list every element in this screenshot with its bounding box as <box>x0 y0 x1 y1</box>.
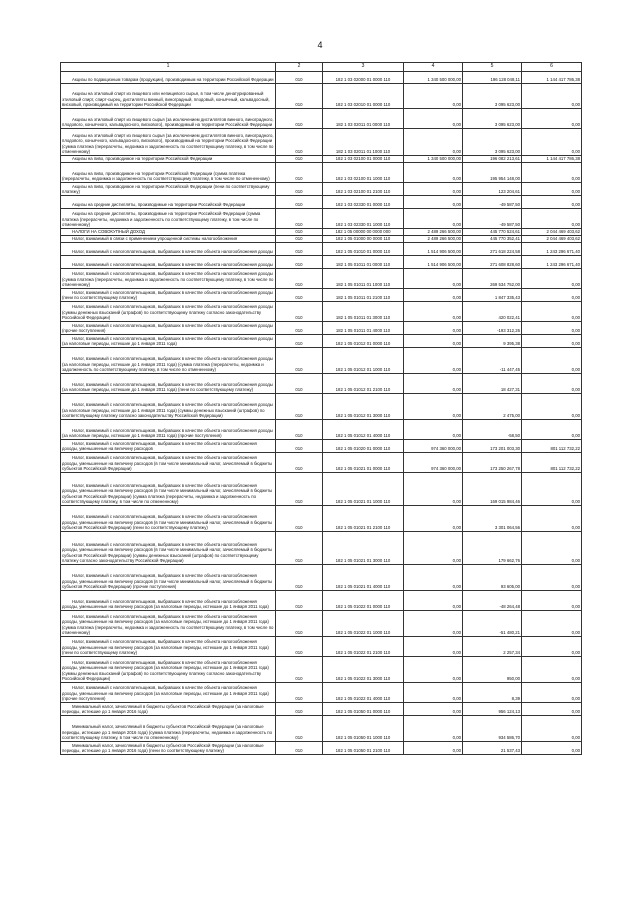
table-row <box>61 611 582 637</box>
row-remaining: 801 112 732,22 <box>522 453 582 473</box>
row-name: Налог, взимаемый с налогоплательщиков, выбравших в качестве объекта налогообложения доходы (пени по соответствующему платежу) <box>61 289 276 302</box>
row-budget-code: 182 1 05 01012 01 0000 110 <box>323 335 404 348</box>
row-name: Налог, взимаемый с налогоплательщиков, выбравших в качестве объекта налогообложения доходы (за налоговые периоды, истекшие до 1 января 2011 года) <box>61 335 276 348</box>
row-remaining: 801 112 732,22 <box>522 440 582 453</box>
row-line-code: 010 <box>276 256 323 269</box>
row-budget-code: 182 1 05 01011 01 0000 110 <box>323 256 404 269</box>
row-line-code: 010 <box>276 84 323 109</box>
row-line-code: 010 <box>276 473 323 506</box>
table-row <box>61 506 582 532</box>
row-approved: 0,00 <box>404 209 463 229</box>
row-name: Налог, взимаемый с налогоплательщиков, выбравших в качестве объекта налогообложения доходы <box>61 243 276 256</box>
row-executed: -51 480,21 <box>463 611 522 637</box>
row-budget-code: 182 1 05 01022 01 4000 110 <box>323 683 404 703</box>
table-row <box>61 129 582 156</box>
row-executed: 445 770 524,61 <box>463 229 522 236</box>
row-remaining: 0,00 <box>522 716 582 742</box>
row-remaining: 0,00 <box>522 506 582 532</box>
header-cell: 3 <box>323 63 404 72</box>
row-budget-code: 182 1 05 01011 01 4000 110 <box>323 322 404 335</box>
table-row <box>61 591 582 611</box>
row-budget-code: 182 1 03 02100 01 2100 110 <box>323 183 404 196</box>
row-line-code: 010 <box>276 348 323 374</box>
row-line-code: 010 <box>276 683 323 703</box>
row-budget-code: 182 1 05 01021 01 2100 110 <box>323 506 404 532</box>
row-remaining: 0,00 <box>522 657 582 683</box>
row-executed: 9 395,38 <box>463 335 522 348</box>
row-approved: 1 340 500 000,00 <box>404 156 463 163</box>
row-line-code: 010 <box>276 156 323 163</box>
row-name: Налог, взимаемый с налогоплательщиков, выбравших в качестве объекта налогообложения доходы (за налоговые периоды, истекшие до 1 января 2011 года) (пени по соответствующему платежу) <box>61 374 276 394</box>
row-remaining: 0,00 <box>522 703 582 716</box>
row-name: Акцизы на этиловый спирт из пищевого или непищевого сырья, в том числе денатурированный этиловый спирт, спирт-сырец, дистилляты винный, виноградный, плодовый, коньячный, кальвадосный, висковый, производимый на территории Российской Федерации <box>61 84 276 109</box>
row-name: Налог, взимаемый с налогоплательщиков, выбравших в качестве объекта налогообложения доходы, уменьшенные на величину расходов (в том числе минимальный налог, зачисляемый в бюджеты субъектов Российской Федерации) (пени по соответствующему платежу) <box>61 506 276 532</box>
row-approved: 0,00 <box>404 716 463 742</box>
row-remaining: 0,00 <box>522 109 582 129</box>
row-budget-code: 182 1 03 02100 01 0000 110 <box>323 156 404 163</box>
row-line-code: 010 <box>276 322 323 335</box>
table-row <box>61 322 582 335</box>
row-budget-code: 182 1 03 02330 01 0000 110 <box>323 196 404 209</box>
row-budget-code: 182 1 05 01012 01 4000 110 <box>323 420 404 440</box>
row-approved: 0,00 <box>404 196 463 209</box>
row-budget-code: 182 1 05 01020 01 0000 110 <box>323 440 404 453</box>
row-executed: -48 264,48 <box>463 591 522 611</box>
page-number: 4 <box>317 40 323 50</box>
row-budget-code: 182 1 05 01021 01 1000 110 <box>323 473 404 506</box>
row-line-code: 010 <box>276 196 323 209</box>
row-budget-code: 182 1 05 01022 01 0000 110 <box>323 591 404 611</box>
row-approved: 0,00 <box>404 84 463 109</box>
row-line-code: 010 <box>276 394 323 420</box>
row-budget-code: 182 1 03 02011 01 1000 110 <box>323 129 404 156</box>
row-executed: 934 586,70 <box>463 716 522 742</box>
row-name: Налог, взимаемый с налогоплательщиков, выбравших в качестве объекта налогообложения доходы (сумма платежа (перерасчеты, недоимка и задолженность по соответствующему платежу, в том числе по отмененному) <box>61 269 276 289</box>
table-row <box>61 473 582 506</box>
row-line-code: 010 <box>276 163 323 183</box>
row-budget-code: 182 1 03 02011 01 0000 110 <box>323 109 404 129</box>
row-approved: 0,00 <box>404 637 463 657</box>
row-approved: 0,00 <box>404 683 463 703</box>
row-executed: 271 608 828,60 <box>463 256 522 269</box>
row-executed: 3 301 064,56 <box>463 506 522 532</box>
row-approved: 974 360 000,00 <box>404 453 463 473</box>
row-line-code: 010 <box>276 453 323 473</box>
row-remaining: 0,00 <box>522 683 582 703</box>
table-row <box>61 229 582 236</box>
row-approved: 0,00 <box>404 302 463 322</box>
row-line-code: 010 <box>276 532 323 565</box>
row-remaining: 0,00 <box>522 742 582 755</box>
row-budget-code: 182 1 05 01021 01 4000 110 <box>323 565 404 591</box>
table-row <box>61 716 582 742</box>
row-executed: 123 204,61 <box>463 183 522 196</box>
row-remaining: 0,00 <box>522 84 582 109</box>
table-row <box>61 243 582 256</box>
row-remaining: 1 243 296 671,40 <box>522 243 582 256</box>
row-line-code: 010 <box>276 183 323 196</box>
row-approved: 0,00 <box>404 506 463 532</box>
table-row <box>61 84 582 109</box>
row-executed: 3 095 623,00 <box>463 109 522 129</box>
row-executed: -49 587,50 <box>463 209 522 229</box>
table-row <box>61 657 582 683</box>
row-executed: 196 082 213,61 <box>463 156 522 163</box>
row-budget-code: 182 1 05 01021 01 0000 110 <box>323 453 404 473</box>
row-name: Налог, взимаемый с налогоплательщиков, выбравших в качестве объекта налогообложения доходы (суммы денежных взысканий (штрафов) по соответствующему платежу согласно законодательству Российской Федерации) <box>61 302 276 322</box>
row-line-code: 010 <box>276 109 323 129</box>
row-approved: 0,00 <box>404 163 463 183</box>
row-executed: 3 095 623,00 <box>463 129 522 156</box>
row-name: Минимальный налог, зачисляемый в бюджеты субъектов Российской Федерации (за налоговые периоды, истекшие до 1 января 2016 года) <box>61 703 276 716</box>
row-approved: 0,00 <box>404 335 463 348</box>
row-line-code: 010 <box>276 440 323 453</box>
row-executed: 93 605,00 <box>463 565 522 591</box>
row-budget-code: 182 1 05 01050 01 2100 110 <box>323 742 404 755</box>
row-line-code: 010 <box>276 335 323 348</box>
row-budget-code: 182 1 05 00000 00 0000 000 <box>323 229 404 236</box>
row-executed: 950,00 <box>463 657 522 683</box>
row-budget-code: 182 1 05 01022 01 3000 110 <box>323 657 404 683</box>
row-line-code: 010 <box>276 269 323 289</box>
row-executed: 18 427,31 <box>463 374 522 394</box>
row-remaining: 2 044 469 403,62 <box>522 236 582 243</box>
row-line-code: 010 <box>276 657 323 683</box>
table-row <box>61 256 582 269</box>
row-budget-code: 182 1 03 02100 01 1000 110 <box>323 163 404 183</box>
row-remaining: 1 144 417 786,38 <box>522 72 582 84</box>
row-executed: 420 022,41 <box>463 302 522 322</box>
row-line-code: 010 <box>276 420 323 440</box>
row-executed: -11 447,45 <box>463 348 522 374</box>
row-approved: 0,00 <box>404 742 463 755</box>
row-executed: 173 250 267,78 <box>463 453 522 473</box>
row-approved: 1 514 906 500,00 <box>404 256 463 269</box>
row-remaining: 0,00 <box>522 163 582 183</box>
row-remaining: 0,00 <box>522 420 582 440</box>
table-row <box>61 440 582 453</box>
row-name: Налог, взимаемый с налогоплательщиков, выбравших в качестве объекта налогообложения доходы (за налоговые периоды, истекшие до 1 января 2011 года) (прочие поступления) <box>61 420 276 440</box>
row-name: Акцизы на этиловый спирт из пищевого сырья (за исключением дистиллятов винного, виноградного, плодового, коньячного, кальвадосного, вискового), производимый на территории Российской Федерации <box>61 109 276 129</box>
row-name: Акцизы на этиловый спирт из пищевого сырья (за исключением дистиллятов винного, виноградного, плодового, коньячного, кальвадосного, вискового), производимый на территории Российской Федерации (сумма платежа (перерасчеты, недоимка и задолженность по соответствующему платежу, в том числе по отмененному) <box>61 129 276 156</box>
header-row <box>61 63 582 72</box>
row-remaining: 0,00 <box>522 196 582 209</box>
row-name: Акцизы на пиво, производимое на территории Российской Федерации <box>61 156 276 163</box>
table-row <box>61 703 582 716</box>
row-budget-code: 182 1 03 02010 01 0000 110 <box>323 84 404 109</box>
row-budget-code: 182 1 05 01012 01 2100 110 <box>323 374 404 394</box>
row-approved: 0,00 <box>404 129 463 156</box>
header-cell: 2 <box>276 63 323 72</box>
table-row <box>61 72 582 84</box>
row-name: Акцизы на средние дистилляты, производимые на территории Российской Федерации (сумма платежа (перерасчеты, недоимка и задолженность по соответствующему платежу, в том числе по отмененному) <box>61 209 276 229</box>
row-budget-code: 182 1 05 01050 01 0000 110 <box>323 703 404 716</box>
row-executed: 196 128 048,11 <box>463 72 522 84</box>
row-approved: 0,00 <box>404 611 463 637</box>
row-line-code: 010 <box>276 229 323 236</box>
row-name: Акцизы на средние дистилляты, производимые на территории Российской Федерации <box>61 196 276 209</box>
row-name: Налог, взимаемый с налогоплательщиков, выбравших в качестве объекта налогообложения доходы, уменьшенные на величину расходов (за налоговые периоды, истекшие до 1 января 2011 года) (суммы денежных взысканий (штрафов) по соответствующему платежу согласно законодательству Российской Федерации) <box>61 657 276 683</box>
row-budget-code: 182 1 05 01010 01 0000 110 <box>323 243 404 256</box>
table-row <box>61 335 582 348</box>
row-budget-code: 182 1 05 01022 01 2100 110 <box>323 637 404 657</box>
row-remaining: 0,00 <box>522 322 582 335</box>
table-row <box>61 269 582 289</box>
row-remaining: 0,00 <box>522 183 582 196</box>
row-name: Минимальный налог, зачисляемый в бюджеты субъектов Российской Федерации (за налоговые периоды, истекшие до 1 января 2016 года) (сумма платежа (перерасчеты, недоимка и задолженность по соответствующему платежу, в том числе по отмененному) <box>61 716 276 742</box>
table-row <box>61 637 582 657</box>
row-name: Налог, взимаемый с налогоплательщиков, выбравших в качестве объекта налогообложения доходы, уменьшенные на величину расходов (за налоговые периоды, истекшие до 1 января 2011 года) (сумма платежа (перерасчеты, недоимка и задолженность по соответствующему платежу, в том числе по отмененному) <box>61 611 276 637</box>
row-name: Налог, взимаемый с налогоплательщиков, выбравших в качестве объекта налогообложения доходы, уменьшенные на величину расходов (за налоговые периоды, истекшие до 1 января 2011 года) (пени по соответствующему платежу) <box>61 637 276 657</box>
row-approved: 2 489 266 500,00 <box>404 229 463 236</box>
row-name: Налог, взимаемый с налогоплательщиков, выбравших в качестве объекта налогообложения доходы (за налоговые периоды, истекшие до 1 января 2011 года) (сумма платежа (перерасчеты, недоимка и задолженность по соответствующему платежу, в том числе по отмененному) <box>61 348 276 374</box>
table-row <box>61 209 582 229</box>
row-remaining: 0,00 <box>522 209 582 229</box>
row-line-code: 010 <box>276 703 323 716</box>
row-line-code: 010 <box>276 236 323 243</box>
row-budget-code: 182 1 03 02330 01 1000 110 <box>323 209 404 229</box>
row-name: Налог, взимаемый в связи с применением упрощенной системы налогообложения <box>61 236 276 243</box>
row-remaining: 0,00 <box>522 335 582 348</box>
header-cell: 1 <box>61 63 276 72</box>
table-row <box>61 302 582 322</box>
row-name: Минимальный налог, зачисляемый в бюджеты субъектов Российской Федерации (за налоговые периоды, истекшие до 1 января 2016 года) (пени по соответствующему платежу) <box>61 742 276 755</box>
row-name: Акцизы по подакцизным товарам (продукции), производимым на территории Российской Федерации <box>61 72 276 84</box>
row-approved: 0,00 <box>404 348 463 374</box>
row-remaining: 0,00 <box>522 532 582 565</box>
table-row <box>61 420 582 440</box>
row-executed: -49 587,50 <box>463 196 522 209</box>
row-approved: 0,00 <box>404 394 463 420</box>
row-approved: 0,00 <box>404 473 463 506</box>
row-executed: 2 257,34 <box>463 637 522 657</box>
row-remaining: 0,00 <box>522 129 582 156</box>
row-approved: 0,00 <box>404 374 463 394</box>
table-row <box>61 683 582 703</box>
row-remaining: 0,00 <box>522 637 582 657</box>
row-executed: 271 618 224,58 <box>463 243 522 256</box>
row-budget-code: 182 1 03 02000 01 0000 110 <box>323 72 404 84</box>
row-remaining: 0,00 <box>522 591 582 611</box>
row-name: Налог, взимаемый с налогоплательщиков, выбравших в качестве объекта налогообложения доходы (за налоговые периоды, истекшие до 1 января 2011 года) (суммы денежных взысканий (штрафов) по соответствующему платежу согласно законодательству Российской Федерации) <box>61 394 276 420</box>
row-line-code: 010 <box>276 506 323 532</box>
row-name: НАЛОГИ НА СОВОКУПНЫЙ ДОХОД <box>61 229 276 236</box>
table-row <box>61 565 582 591</box>
row-name: Налог, взимаемый с налогоплательщиков, выбравших в качестве объекта налогообложения доходы (прочие поступления) <box>61 322 276 335</box>
table-row <box>61 163 582 183</box>
row-remaining: 0,00 <box>522 565 582 591</box>
row-approved: 1 514 906 500,00 <box>404 243 463 256</box>
row-approved: 0,00 <box>404 269 463 289</box>
header-cell: 5 <box>463 63 522 72</box>
row-approved: 0,00 <box>404 591 463 611</box>
table-row <box>61 156 582 163</box>
row-executed: 169 015 984,46 <box>463 473 522 506</box>
row-name: Налог, взимаемый с налогоплательщиков, выбравших в качестве объекта налогообложения доходы, уменьшенные на величину расходов (в том числе минимальный налог, зачисляемый в бюджеты субъектов Российской Федерации) <box>61 453 276 473</box>
row-name: Акцизы на пиво, производимое на территории Российской Федерации (сумма платежа (перерасчеты, недоимка и задолженность по соответствующему платежу, в том числе по отмененному) <box>61 163 276 183</box>
table-row <box>61 236 582 243</box>
row-executed: 1 847 335,43 <box>463 289 522 302</box>
row-remaining: 2 044 469 403,62 <box>522 229 582 236</box>
row-remaining: 0,00 <box>522 473 582 506</box>
row-line-code: 010 <box>276 611 323 637</box>
row-remaining: 0,00 <box>522 348 582 374</box>
row-executed: 2 475,00 <box>463 394 522 420</box>
table-row <box>61 183 582 196</box>
table-row <box>61 394 582 420</box>
row-approved: 0,00 <box>404 657 463 683</box>
row-executed: -58,50 <box>463 420 522 440</box>
row-remaining: 1 144 417 786,38 <box>522 156 582 163</box>
row-executed: 956 124,13 <box>463 703 522 716</box>
row-name: Налог, взимаемый с налогоплательщиков, выбравших в качестве объекта налогообложения доходы, уменьшенные на величину расходов (в том числе минимальный налог, зачисляемый в бюджеты субъектов Российской Федерации) (прочие поступления) <box>61 565 276 591</box>
row-line-code: 010 <box>276 565 323 591</box>
row-name: Налог, взимаемый с налогоплательщиков, выбравших в качестве объекта налогообложения доходы, уменьшенные на величину расходов (за налоговые периоды, истекшие до 1 января 2011 года) (прочие поступления) <box>61 683 276 703</box>
row-line-code: 010 <box>276 72 323 84</box>
row-approved: 2 489 266 500,00 <box>404 236 463 243</box>
row-budget-code: 182 1 05 01011 01 3000 110 <box>323 302 404 322</box>
row-remaining: 0,00 <box>522 289 582 302</box>
row-line-code: 010 <box>276 302 323 322</box>
row-budget-code: 182 1 05 01011 01 2100 110 <box>323 289 404 302</box>
row-approved: 0,00 <box>404 289 463 302</box>
table-row <box>61 348 582 374</box>
row-line-code: 010 <box>276 289 323 302</box>
row-approved: 0,00 <box>404 322 463 335</box>
row-remaining: 0,00 <box>522 374 582 394</box>
row-executed: 8,39 <box>463 683 522 703</box>
table-row <box>61 289 582 302</box>
row-remaining: 0,00 <box>522 394 582 420</box>
row-approved: 0,00 <box>404 109 463 129</box>
row-line-code: 010 <box>276 374 323 394</box>
row-name: Налог, взимаемый с налогоплательщиков, выбравших в качестве объекта налогообложения доходы, уменьшенные на величину расходов (за налоговые периоды, истекшие до 1 января 2011 года) <box>61 591 276 611</box>
row-budget-code: 182 1 05 01012 01 1000 110 <box>323 348 404 374</box>
header-cell: 4 <box>404 63 463 72</box>
row-budget-code: 182 1 05 01021 01 3000 110 <box>323 532 404 565</box>
row-executed: 173 201 003,30 <box>463 440 522 453</box>
row-name: Налог, взимаемый с налогоплательщиков, выбравших в качестве объекта налогообложения доходы, уменьшенные на величину расходов (в том числе минимальный налог, зачисляемый в бюджеты субъектов Российской Федерации) (сумма платежа (перерасчеты, недоимка и задолженность по соответствующему платежу, в том числе по отмененному) <box>61 473 276 506</box>
row-line-code: 010 <box>276 716 323 742</box>
row-line-code: 010 <box>276 243 323 256</box>
row-budget-code: 182 1 05 01012 01 3000 110 <box>323 394 404 420</box>
row-line-code: 010 <box>276 591 323 611</box>
row-name: Налог, взимаемый с налогоплательщиков, выбравших в качестве объекта налогообложения доходы <box>61 256 276 269</box>
row-approved: 0,00 <box>404 703 463 716</box>
row-budget-code: 182 1 05 01022 01 1000 110 <box>323 611 404 637</box>
row-remaining: 0,00 <box>522 611 582 637</box>
row-executed: 3 095 623,00 <box>463 84 522 109</box>
row-budget-code: 182 1 05 01000 00 0000 110 <box>323 236 404 243</box>
row-name: Налог, взимаемый с налогоплательщиков, выбравших в качестве объекта налогообложения доходы, уменьшенные на величину расходов (в том числе минимальный налог, зачисляемый в бюджеты субъектов Российской Федерации) (суммы денежных взысканий (штрафов) по соответствующему платежу согласно законодательству Российской Федерации) <box>61 532 276 565</box>
row-executed: 269 534 752,00 <box>463 269 522 289</box>
table-row <box>61 532 582 565</box>
budget-table <box>60 62 582 755</box>
row-name: Налог, взимаемый с налогоплательщиков, выбравших в качестве объекта налогообложения доходы, уменьшенные на величину расходов <box>61 440 276 453</box>
row-approved: 0,00 <box>404 532 463 565</box>
row-approved: 0,00 <box>404 565 463 591</box>
row-executed: 195 954 148,00 <box>463 163 522 183</box>
table-row <box>61 742 582 755</box>
row-remaining: 1 243 296 671,40 <box>522 256 582 269</box>
row-executed: 179 662,76 <box>463 532 522 565</box>
row-approved: 1 340 500 000,00 <box>404 72 463 84</box>
row-executed: 21 537,43 <box>463 742 522 755</box>
row-approved: 974 360 000,00 <box>404 440 463 453</box>
row-approved: 0,00 <box>404 183 463 196</box>
row-budget-code: 182 1 05 01011 01 1000 110 <box>323 269 404 289</box>
row-budget-code: 182 1 05 01050 01 1000 110 <box>323 716 404 742</box>
table-row <box>61 374 582 394</box>
row-line-code: 010 <box>276 637 323 657</box>
table-row <box>61 109 582 129</box>
row-remaining: 0,00 <box>522 302 582 322</box>
table-row <box>61 453 582 473</box>
row-name: Акцизы на пиво, производимое на территории Российской Федерации (пени по соответствующему платежу) <box>61 183 276 196</box>
header-cell: 6 <box>522 63 582 72</box>
row-remaining: 0,00 <box>522 269 582 289</box>
row-line-code: 010 <box>276 129 323 156</box>
row-approved: 0,00 <box>404 420 463 440</box>
row-line-code: 010 <box>276 742 323 755</box>
row-executed: -193 312,26 <box>463 322 522 335</box>
row-line-code: 010 <box>276 209 323 229</box>
table-row <box>61 196 582 209</box>
row-executed: 445 770 352,41 <box>463 236 522 243</box>
